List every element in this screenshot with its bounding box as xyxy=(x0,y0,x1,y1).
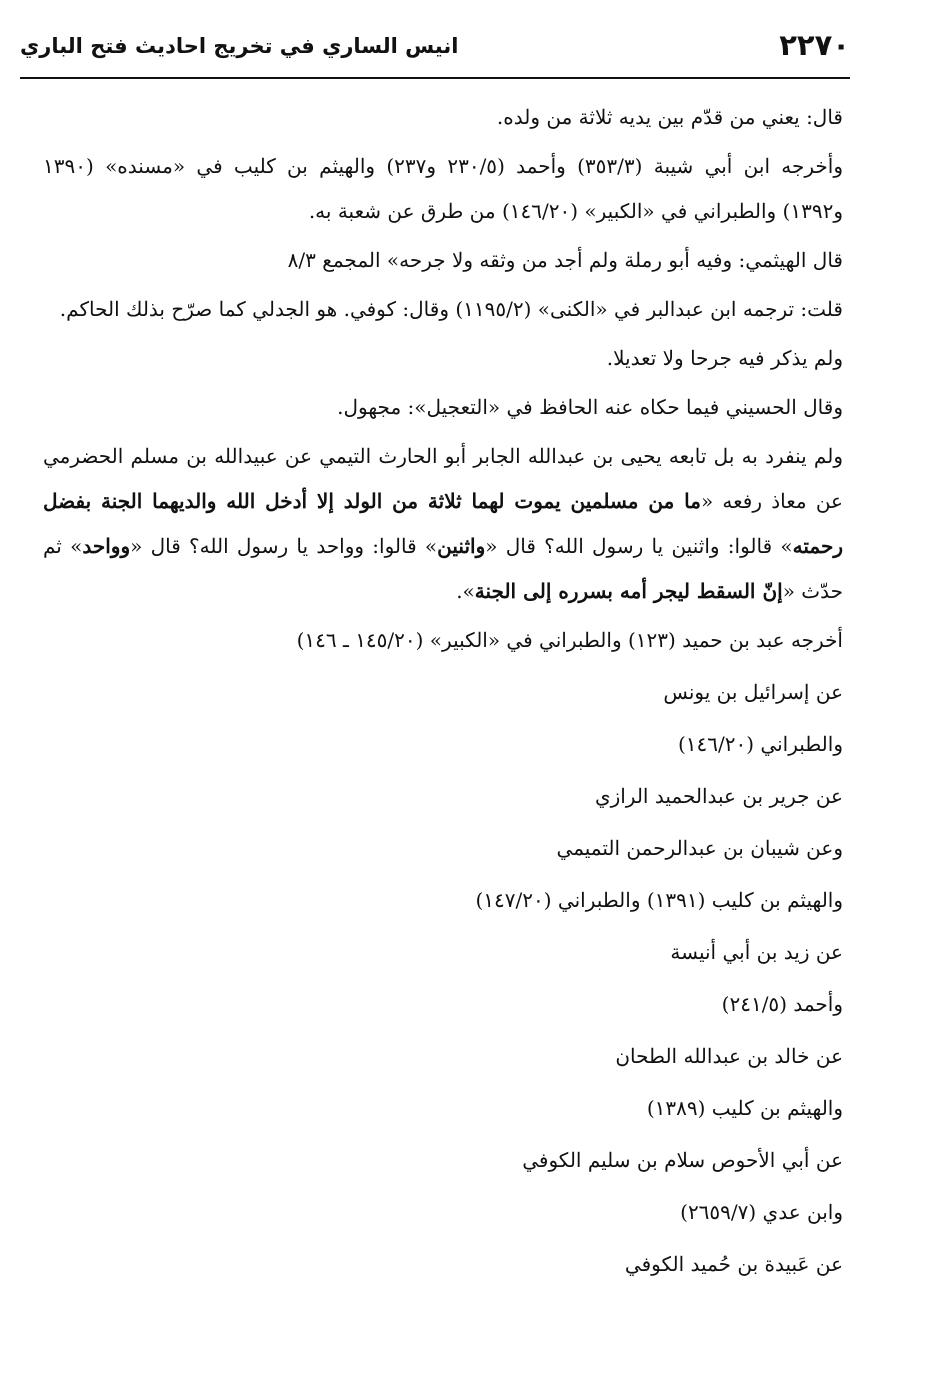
hadith-text: ما من مسلمين يموت لهما ثلاثة من الولد إلا أدخل الله والديهما الجنة بفضل رحمته xyxy=(43,489,843,558)
hadith-text: إنّ السقط ليجر أمه بسرره إلى الجنة xyxy=(474,579,783,603)
takhrij-line: عن إسرائيل بن يونس xyxy=(663,680,843,704)
takhrij-line: وأحمد (٢٤١/٥) xyxy=(721,992,843,1016)
page-body xyxy=(43,95,843,1294)
running-title: انيس الساري في تخريج احاديث فتح الباري xyxy=(20,34,459,58)
takhrij-line: عن زيد بن أبي أنيسة xyxy=(670,940,843,964)
takhrij-line: عن أبي الأحوص سلام بن سليم الكوفي xyxy=(522,1148,843,1172)
hadith-text: وواحد xyxy=(82,534,131,558)
paragraph-1: قال: يعني من قدّم بين يديه ثلاثة من ولده. xyxy=(496,105,843,129)
narration-text: » ثم حدّث « xyxy=(43,534,843,603)
takhrij-line: عن عَبيدة بن حُميد الكوفي xyxy=(624,1252,843,1276)
narration-text: ولم ينفرد به بل تابعه يحيى بن عبدالله الجابر أبو الحارث التيمي عن عبيدالله بن مسلم الحضرمي عن معاذ رفعه « xyxy=(43,444,843,513)
narration-text: » قالوا: وواحد يا رسول الله؟ قال « xyxy=(130,534,438,558)
takhrij-line: عن جرير بن عبدالحميد الرازي xyxy=(594,784,843,808)
takhrij-line: عن خالد بن عبدالله الطحان xyxy=(615,1044,843,1068)
takhrij-line: والهيثم بن كليب (١٣٩١) والطبراني (١٤٧/٢٠) xyxy=(475,888,843,912)
takhrij-line: وابن عدي (٢٦٥٩/٧) xyxy=(680,1200,843,1224)
paragraph-2: وأخرجه ابن أبي شيبة (٣٥٣/٣) وأحمد (٢٣٠/٥ و٢٣٧) والهيثم بن كليب في «مسنده» (١٣٩٠ و١٣٩٢) والطبراني في «الكبير» (١٤٦/٢٠) من طرق عن شعبة به. xyxy=(43,154,844,223)
narration-text: » قالوا: واثنين يا رسول الله؟ قال « xyxy=(485,534,793,558)
takhrij-line: أخرجه عبد بن حميد (١٢٣) والطبراني في «الكبير» (١٤٥/٢٠ ـ ١٤٦) xyxy=(296,628,843,652)
paragraph-4: قلت: ترجمه ابن عبدالبر في «الكنى» (١١٩٥/٢) وقال: كوفي. هو الجدلي كما صرّح بذلك الحاكم. xyxy=(59,297,843,321)
narration-text: ». xyxy=(456,579,475,603)
hadith-text: واثنين xyxy=(437,534,486,558)
takhrij-line: والطبراني (١٤٦/٢٠) xyxy=(677,732,843,756)
paragraph-5: ولم يذكر فيه جرحا ولا تعديلا. xyxy=(606,346,843,370)
page-number: ٢٢٧٠ xyxy=(779,28,850,62)
header-rule xyxy=(20,77,850,79)
takhrij-line: وعن شيبان بن عبدالرحمن التميمي xyxy=(556,836,843,860)
page-header xyxy=(20,28,850,72)
paragraph-3: قال الهيثمي: وفيه أبو رملة ولم أجد من وثقه ولا جرحه» المجمع ٨/٣ xyxy=(287,248,843,272)
paragraph-7 xyxy=(43,434,843,614)
paragraph-6: وقال الحسيني فيما حكاه عنه الحافظ في «التعجيل»: مجهول. xyxy=(337,395,843,419)
takhrij-line: والهيثم بن كليب (١٣٨٩) xyxy=(646,1096,843,1120)
